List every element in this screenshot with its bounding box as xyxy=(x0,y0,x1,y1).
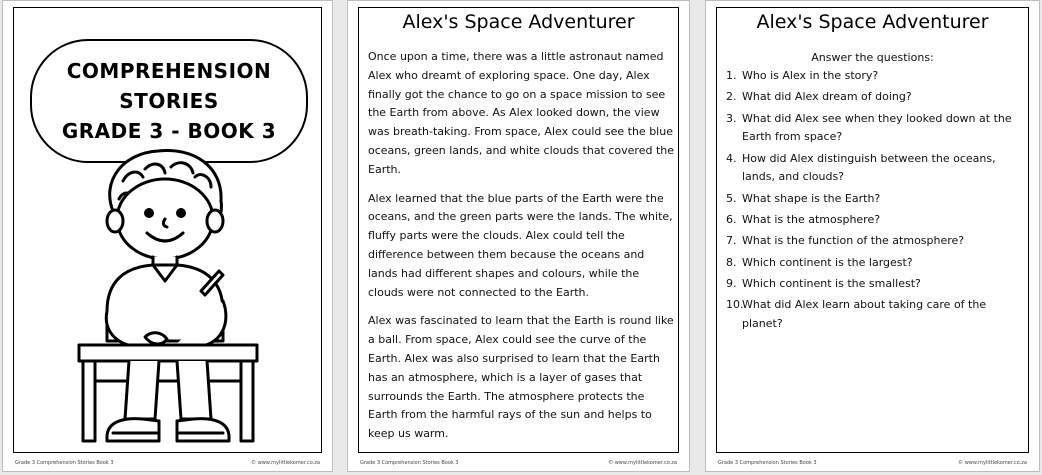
question-item xyxy=(726,88,1025,107)
story-title: Alex's Space Adventurer xyxy=(402,11,635,33)
footer-left-text: Grade 3 Comprehension Stories Book 3 xyxy=(718,460,817,466)
question-text: What shape is the Earth? xyxy=(742,191,881,205)
cover-page[interactable] xyxy=(2,0,333,472)
child-at-desk-illustration xyxy=(73,141,263,451)
question-text: How did Alex distinguish between the oceans, lands, and clouds? xyxy=(742,151,996,184)
question-number: 6. xyxy=(726,213,737,227)
question-number: 5. xyxy=(726,191,737,205)
question-text: What is the atmosphere? xyxy=(742,213,881,227)
question-number: 3. xyxy=(726,111,737,125)
question-item xyxy=(726,110,1025,148)
cover-title-line-1: COMPREHENSION xyxy=(66,59,272,83)
footer-left-text: Grade 3 Comprehension Stories Book 3 xyxy=(360,460,459,466)
question-text: What did Alex learn about taking care of the planet? xyxy=(742,298,987,331)
question-number: 9. xyxy=(726,276,737,290)
cover-title-line-2: STORIES xyxy=(119,89,219,113)
question-text: Who is Alex in the story? xyxy=(742,69,879,82)
question-item xyxy=(726,67,1025,86)
question-number: 4. xyxy=(726,151,737,165)
questions-instruction: Answer the questions: xyxy=(811,51,934,64)
story-page[interactable] xyxy=(347,0,690,472)
questions-title: Alex's Space Adventurer xyxy=(756,11,989,33)
question-number: 1. xyxy=(726,69,737,82)
story-paragraph-1: Once upon a time, there was a little astronaut named Alex who dreamt of exploring space. One day, Alex finally got the chance to go on a space mission to see the Earth from above. As Alex looked down, the view was breath-taking. From space, Alex could see the blue oceans, green lands, and white clouds that covered the Earth. xyxy=(368,50,675,176)
question-item xyxy=(726,296,1025,334)
question-item xyxy=(726,254,1025,273)
question-item xyxy=(726,232,1025,251)
question-item xyxy=(726,211,1025,230)
questions-page[interactable] xyxy=(705,0,1040,472)
footer-right-text: © www.mylittlekomer.co.za xyxy=(251,460,320,466)
page-footer xyxy=(15,460,320,466)
question-number: 10. xyxy=(726,298,744,312)
cover-title-line-3: GRADE 3 - BOOK 3 xyxy=(61,119,277,143)
footer-left-text: Grade 3 Comprehension Stories Book 3 xyxy=(15,460,114,466)
question-text: What did Alex dream of doing? xyxy=(742,90,912,104)
question-number: 2. xyxy=(726,90,737,104)
story-text xyxy=(368,48,675,454)
story-paragraph-2: Alex learned that the blue parts of the Earth were the oceans, and the green parts were the lands. The white, fluffy parts were the clouds. Alex could tell the difference between them because the oceans and lands had different shapes and colours, while the clouds were not connected to the Earth. xyxy=(368,191,673,299)
questions-list xyxy=(726,67,1025,336)
question-text: What did Alex see when they looked down at the Earth from space? xyxy=(742,111,1012,144)
question-text: Which continent is the smallest? xyxy=(742,276,921,290)
footer-right-text: © www.mylittlekomer.co.za xyxy=(958,460,1027,466)
question-item xyxy=(726,275,1025,294)
question-number: 7. xyxy=(726,234,737,248)
question-text: What is the function of the atmosphere? xyxy=(742,234,965,248)
question-item xyxy=(726,190,1025,209)
footer-right-text: © www.mylittlekomer.co.za xyxy=(608,460,677,466)
question-number: 8. xyxy=(726,255,737,269)
question-item xyxy=(726,150,1025,188)
question-text: Which continent is the largest? xyxy=(742,255,913,269)
story-paragraph-3: Alex was fascinated to learn that the Earth is round like a ball. From space, Alex could see the curve of the Earth. Alex was also surprised to learn that the Earth has an atmosphere, which is a layer of gases that surrounds the Earth. The atmosphere protects the Earth from the harmful rays of the sun and helps to keep us warm. xyxy=(368,314,674,441)
page-footer xyxy=(718,460,1027,466)
page-footer xyxy=(360,460,677,466)
